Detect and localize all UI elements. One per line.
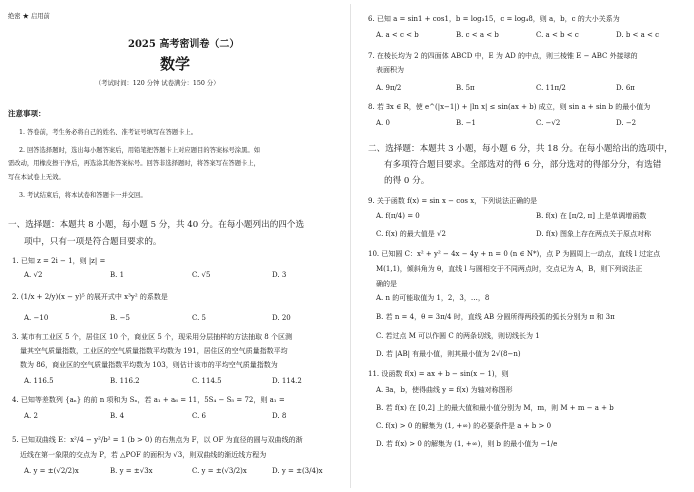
q10-option-a: A. n 的可能取值为 1，2，3，…，8 [376,294,490,302]
column-divider [350,4,351,488]
q4-stem: 4. 已知等差数列 {aₙ} 的前 n 项和为 Sₙ，若 a₁ + a₆ = 11，5S₄ − S₅ = 72，则 a₁ = [12,396,285,404]
q5-option-b: B. y = ±√3x [110,467,153,475]
q1-option-a: A. √2 [24,271,43,279]
q9-option-c: C. f(x) 的最大值是 √2 [376,230,446,238]
section2-line1: 二、选择题：本题共 3 小题，每小题 6 分，共 18 分。在每小题给出的选项中， [368,144,673,154]
q1-option-c: C. √5 [192,271,211,279]
q2-option-c: C. 5 [192,314,207,322]
q9-option-a: A. f(π/4) = 0 [376,212,420,220]
notes-heading: 注意事项： [8,109,46,118]
q11-option-b: B. 若 f(x) 在 [0,2] 上的最大值和最小值分别为 M，m，则 M + m − a + b [376,404,614,412]
q3-option-a: A. 116.5 [24,377,54,385]
q7-option-b: B. 5π [456,84,475,92]
q4-option-a: A. 2 [24,412,38,420]
note-1: 1. 答卷前，考生务必将自己的姓名、准考证号填写在答题卡上。 [19,129,198,136]
q1-stem: 1. 已知 z = 2i − 1，则 |z| = [12,257,106,265]
paper-title: 2025 高考密训卷（二） [128,39,240,50]
q10-stem-1: 10. 已知圆 C：x² + y² − 4x − 4y + n = 0 (n ∈ N*)，点 P 为圆周上一动点，直线 l 过定点 [368,250,661,258]
q11-option-d: D. 若 f(x) > 0 的解集为 (1, +∞)，则 b 的最小值为 −1/e [376,440,558,448]
q3-option-c: C. 114.5 [192,377,222,385]
q11-stem: 11. 设函数 f(x) = ax + b − sin(x − 1)，则 [368,370,509,378]
q6-option-c: C. a < b < c [536,31,579,39]
q6-option-d: D. b < a < c [616,31,660,39]
q2-stem: 2. (1/x + 2/y)(x − y)⁵ 的展开式中 x³y² 的系数是 [12,293,168,301]
note-2-cont2: 写在本试卷上无效。 [8,174,65,181]
section1-line2: 项中，只有一项是符合题目要求的。 [24,237,162,247]
note-2: 2. 回答选择题时，选出每小题答案后，用铅笔把答题卡上对应题目的答案标号涂黑。如 [19,147,260,154]
q3-option-d: D. 114.2 [272,377,302,385]
q10-option-d: D. 若 |AB| 有最小值，则其最小值为 2√(8−n) [376,350,521,358]
note-3: 3. 考试结束后，将本试卷和答题卡一并交回。 [19,192,147,199]
exam-time: （考试时间：120 分钟 试卷满分：150 分） [95,80,220,87]
q8-option-d: D. −2 [616,119,637,127]
section2-line2: 有多项符合题目要求。全部选对的得 6 分，部分选对的得部分分，有选错 [384,160,662,170]
q10-stem-2: M(1,1)，倾斜角为 θ，直线 l 与圆相交于不同两点时，交点记为 A，B，则下列说法正 [376,265,643,273]
q5-option-d: D. y = ±(3/4)x [272,467,323,475]
q6-option-b: B. c < a < b [456,31,499,39]
q10-stem-3: 确的是 [376,280,397,288]
section2-line3: 的得 0 分。 [384,176,430,186]
q8-stem: 8. 若 ∃x ∈ R，使 e^(|x−1|) + |ln x| ≤ sin(ax + b) 成立，则 sin a + sin b 的最小值为 [368,103,651,111]
q8-option-a: A. 0 [376,119,390,127]
note-2-cont: 需改动，用橡皮擦干净后，再选涂其他答案标号。回答非选择题时，将答案写在答题卡上， [8,160,260,167]
q3-option-b: B. 116.2 [110,377,140,385]
q5-option-a: A. y = ±(√2/2)x [24,467,79,475]
q2-option-a: A. −10 [24,314,49,322]
q7-option-a: A. 9π/2 [376,84,402,92]
q9-stem: 9. 关于函数 f(x) = sin x − cos x，下列说法正确的是 [368,197,538,205]
section1-line1: 一、选择题：本题共 8 小题，每小题 5 分，共 40 分。在每小题列出的四个选 [8,220,305,230]
q4-option-b: B. 4 [110,412,125,420]
subject-title: 数学 [160,55,191,73]
q2-option-b: B. −5 [110,314,130,322]
q4-option-d: D. 8 [272,412,287,420]
q5-option-c: C. y = ±(√3/2)x [192,467,247,475]
q5-stem-1: 5. 已知双曲线 E：x²/4 − y²/b² = 1 (b > 0) 的右焦点为 F，以 OF 为直径的圆与双曲线的渐 [12,436,303,444]
q3-stem-2: 量其空气质量指数，工业区的空气质量指数平均数为 191，居住区的空气质量指数平均 [20,347,288,355]
q1-option-d: D. 3 [272,271,287,279]
secret-label: 绝密 ★ 启用前 [8,13,50,20]
q4-option-c: C. 6 [192,412,207,420]
q6-stem: 6. 已知 a = sin1 + cos1，b = log₃15，c = log₄8，则 a，b，c 的大小关系为 [368,15,620,23]
q11-option-c: C. f(x) > 0 的解集为 (1, +∞) 的必要条件是 a + b > 0 [376,422,552,430]
q7-stem-2: 表面积为 [376,66,404,74]
q6-option-a: A. a < c < b [376,31,419,39]
q10-option-b: B. 若 n = 4，θ = 3π/4 时，直线 AB 分圆所得两段弧的弧长分别为 π 和 3π [376,313,615,321]
q2-option-d: D. 20 [272,314,291,322]
q9-option-d: D. f(x) 图象上存在两点关于原点对称 [536,230,652,238]
q8-option-b: B. −1 [456,119,476,127]
q5-stem-2: 近线在第一象限的交点为 P，若 △POF 的面积为 √3，则双曲线的渐近线方程为 [20,451,267,459]
q3-stem-1: 3. 某市有工业区 5 个，居住区 10 个，商业区 5 个，现采用分层抽样的方法抽取 8 个区测 [12,333,292,341]
q7-option-c: C. 11π/2 [536,84,566,92]
q9-option-b: B. f(x) 在 [π/2, π] 上是单调增函数 [536,212,647,220]
q8-option-c: C. −√2 [536,119,561,127]
q3-stem-3: 数为 86，商业区的空气质量指数平均数为 103，则估计该市的平均空气质量指数为 [20,361,278,369]
q7-stem-1: 7. 在棱长均为 2 的四面体 ABCD 中，E 为 AD 的中点，则三棱锥 E − ABC 外接球的 [368,52,638,60]
q11-option-a: A. ∃a，b，使得曲线 y = f(x) 为轴对称图形 [376,386,513,394]
q10-option-c: C. 若过点 M 可以作圆 C 的两条切线，则切线长为 1 [376,332,540,340]
q7-option-d: D. 6π [616,84,635,92]
q1-option-b: B. 1 [110,271,125,279]
